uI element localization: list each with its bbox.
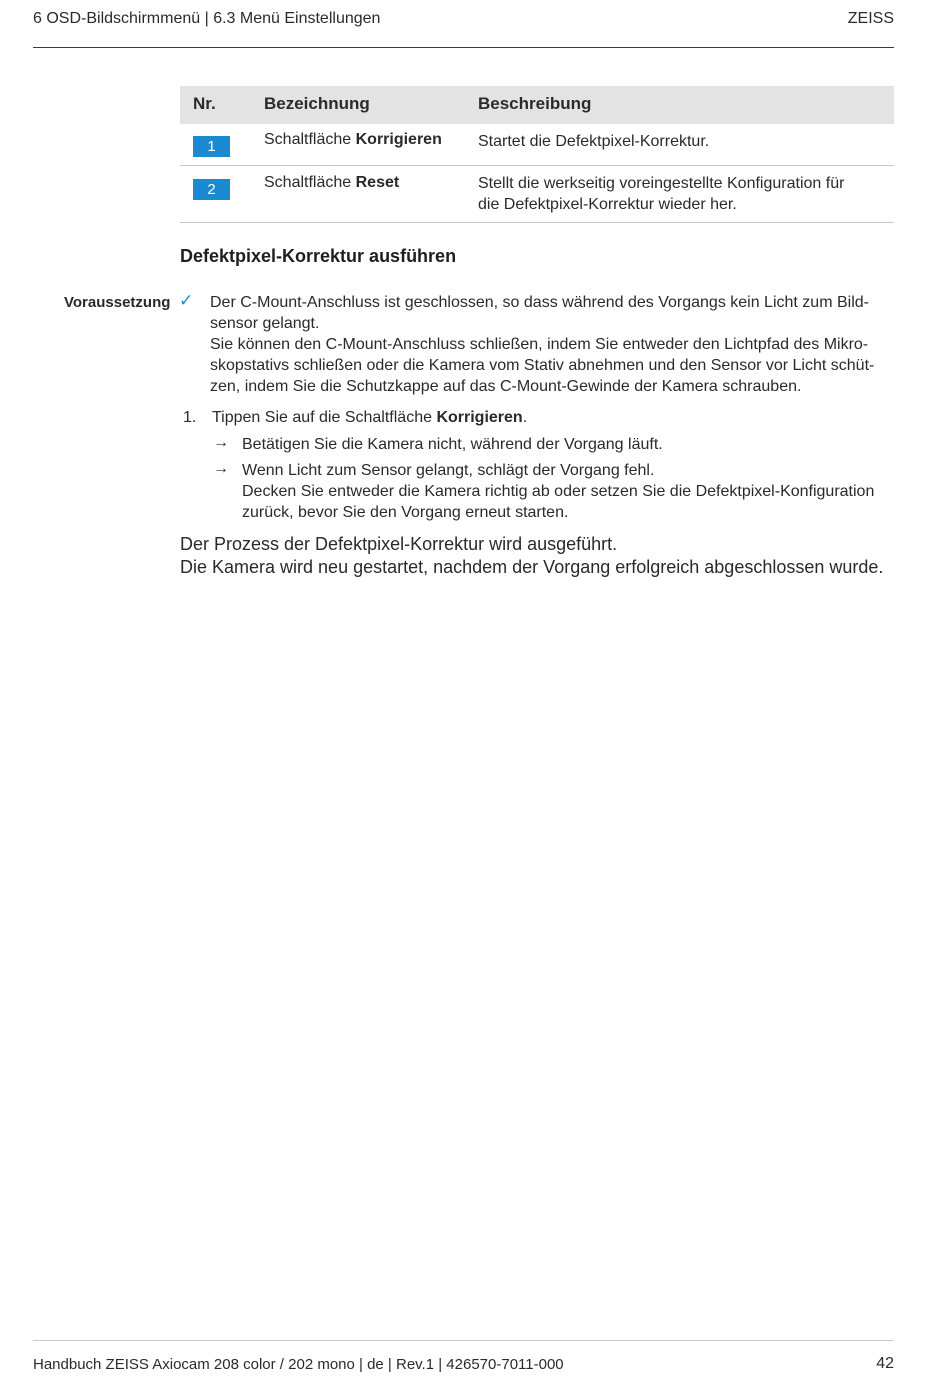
col-header-desc: Beschreibung (478, 94, 592, 113)
footer-text: Handbuch ZEISS Axiocam 208 color / 202 mono | de | Rev.1 | 426570-7011-000 (33, 1356, 564, 1373)
result-text: Wenn Licht zum Sensor gelangt, schlägt der Vorgang fehl. Decken Sie entweder die Kamera richtig ab oder setzen Sie die Defektpixel-Konfiguration zurück, bevor Sie den Vorgang erneut starten. (242, 462, 875, 521)
breadcrumb: 6 OSD-Bildschirmmenü | 6.3 Menü Einstellungen (33, 10, 381, 27)
number-badge: 1 (193, 136, 230, 157)
prerequisite-text: Der C-Mount-Anschluss ist geschlossen, so dass während des Vorgangs kein Licht zum Bild- sensor gelangt. Sie können den C-Mount-Anschluss schließen, indem Sie entweder den Lichtpfad des Mikro- skopstativs schließen oder die Kamera vom Stativ abnehmen und den Sensor vor Licht schüt- zen, indem Sie die Schutzkappe auf das C-Mount-Gewinde der Kamera schrauben. (210, 294, 875, 395)
row-desc: Stellt die werkseitig voreingestellte Konfiguration für die Defektpixel-Korrektur wieder her. (478, 175, 845, 213)
table-header (180, 86, 894, 124)
table-row (180, 166, 894, 223)
page-header (33, 9, 894, 48)
row-desc: Startet die Defektpixel-Korrektur. (478, 133, 710, 150)
section-heading: Defektpixel-Korrektur ausführen (180, 246, 457, 266)
number-badge: 2 (193, 179, 230, 200)
page-footer (33, 1340, 894, 1379)
prerequisite-label: Voraussetzung (64, 294, 171, 311)
table-row (180, 124, 894, 166)
page-number: 42 (876, 1355, 894, 1372)
col-header-name: Bezeichnung (264, 94, 370, 113)
step-number: 1. (183, 409, 197, 426)
result-arrow-icon: → (213, 460, 229, 477)
step-text: Tippen Sie auf die Schaltfläche Korrigieren. (212, 409, 528, 426)
outcome-line: Die Kamera wird neu gestartet, nachdem der Vorgang erfolgreich abgeschlossen wurde. (180, 557, 884, 577)
result-text: Betätigen Sie die Kamera nicht, während der Vorgang läuft. (242, 436, 663, 453)
outcome-line: Der Prozess der Defektpixel-Korrektur wird ausgeführt. (180, 534, 618, 554)
row-name: Schaltfläche Reset (264, 174, 400, 191)
row-name: Schaltfläche Korrigieren (264, 131, 442, 148)
elements-table (180, 86, 894, 223)
col-header-nr: Nr. (193, 94, 216, 113)
result-arrow-icon: → (213, 434, 229, 451)
checkmark-icon: ✓ (179, 291, 194, 310)
brand-name: ZEISS (847, 10, 894, 27)
